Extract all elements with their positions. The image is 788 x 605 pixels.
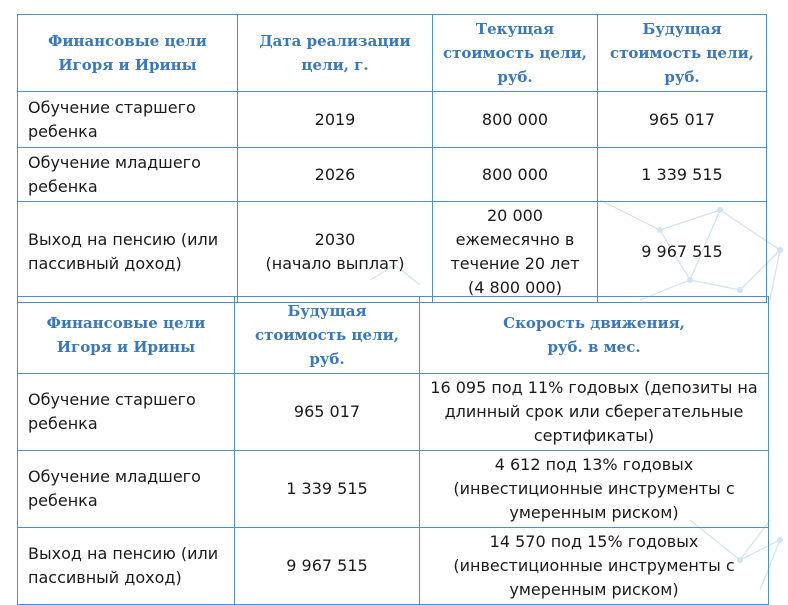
future-cost-cell: 9 967 515 [235, 528, 420, 605]
table-row [18, 148, 767, 202]
future-cost-cell: 9 967 515 [598, 202, 767, 303]
goal-cell: Обучение старшего ребенка [18, 374, 235, 451]
header-future-cost: Будущая стоимость цели, руб. [235, 297, 420, 374]
goal-cell: Обучение младшего ребенка [18, 148, 238, 202]
goals-cost-table [17, 14, 767, 303]
date-note: (начало выплат) [265, 254, 405, 273]
speed-cell: 14 570 под 15% годовых (инвестиционные инструменты с умеренным риском) [420, 528, 769, 605]
speed-cell: 4 612 под 13% годовых (инвестиционные инструменты с умеренным риском) [420, 451, 769, 528]
header-current-cost: Текущая стоимость цели, руб. [433, 15, 598, 92]
header-future-cost: Будущая стоимость цели, руб. [598, 15, 767, 92]
header-speed [420, 297, 769, 374]
future-cost-cell: 965 017 [235, 374, 420, 451]
date-cell [238, 202, 433, 303]
current-cost-value: 20 000 ежемесячно в течение 20 лет [450, 206, 580, 273]
future-cost-cell: 1 339 515 [598, 148, 767, 202]
header-date: Дата реализации цели, г. [238, 15, 433, 92]
goal-cell: Выход на пенсию (или пассивный доход) [18, 202, 238, 303]
header-speed-line2: руб. в мес. [547, 338, 641, 356]
goal-cell: Выход на пенсию (или пассивный доход) [18, 528, 235, 605]
header-speed-line1: Скорость движения, [503, 314, 685, 332]
header-goals: Финансовые цели Игоря и Ирины [18, 15, 238, 92]
date-cell: 2026 [238, 148, 433, 202]
goal-cell: Обучение младшего ребенка [18, 451, 235, 528]
table-header-row [18, 297, 769, 374]
table-row [18, 92, 767, 148]
future-cost-cell: 965 017 [598, 92, 767, 148]
date-value: 2030 [314, 230, 356, 249]
current-cost-note: (4 800 000) [468, 278, 562, 297]
current-cost-cell [433, 202, 598, 303]
future-cost-cell: 1 339 515 [235, 451, 420, 528]
goals-speed-table [17, 296, 769, 605]
table-row [18, 528, 769, 605]
table-row [18, 451, 769, 528]
current-cost-cell: 800 000 [433, 92, 598, 148]
speed-cell: 16 095 под 11% годовых (депозиты на длинный срок или сберегательные сертификаты) [420, 374, 769, 451]
table-row [18, 374, 769, 451]
table-row [18, 202, 767, 303]
header-goals: Финансовые цели Игоря и Ирины [18, 297, 235, 374]
current-cost-cell: 800 000 [433, 148, 598, 202]
table-header-row [18, 15, 767, 92]
goal-cell: Обучение старшего ребенка [18, 92, 238, 148]
date-cell: 2019 [238, 92, 433, 148]
